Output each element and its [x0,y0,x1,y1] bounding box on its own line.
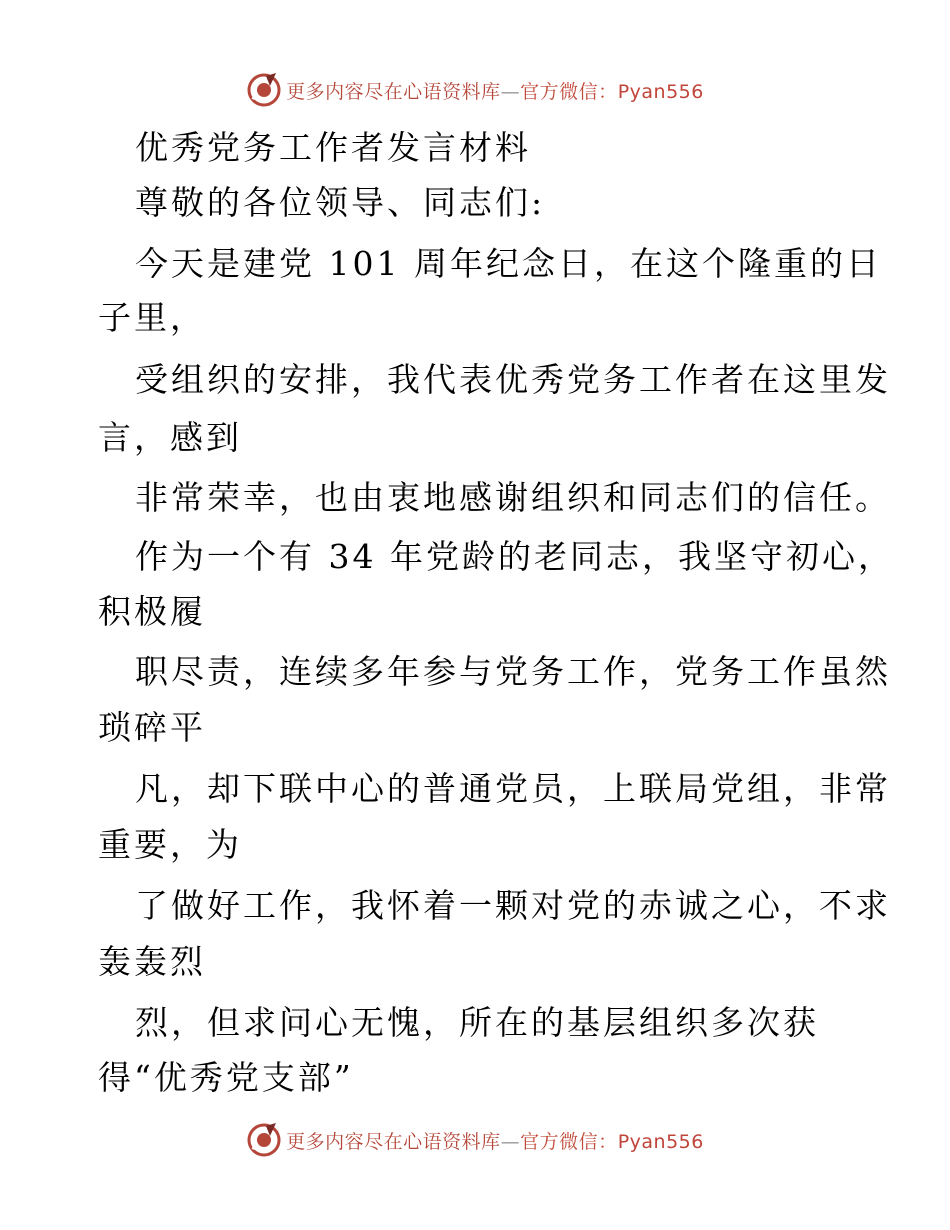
footer-watermark-banner [0,1120,950,1160]
doc-line: 作为一个有 34 年党龄的老同志，我坚守初心， [135,537,894,576]
doc-line: 子里， [98,298,206,337]
banner-wechat-label: 官方微信： [520,80,618,103]
banner-dash: — [500,1130,521,1153]
doc-line: 凡，却下联中心的普通党员，上联局党组，非常 [135,769,891,808]
doc-line: 言，感到 [98,418,242,457]
doc-line: 今天是建党 101 周年纪念日，在这个隆重的日 [135,244,882,283]
banner-main-text: 更多内容尽在心语资料库 [286,1130,501,1153]
doc-line: 积极履 [98,592,206,631]
doc-line: 了做好工作，我怀着一颗对党的赤诚之心，不求 [135,886,891,925]
doc-line: 重要，为 [98,825,242,864]
banner-wechat-label: 官方微信： [520,1130,618,1153]
brand-logo-icon [246,72,282,108]
doc-line: 轰轰烈 [98,942,206,981]
banner-wechat-id: Pyan556 [617,1130,704,1153]
banner-main-text: 更多内容尽在心语资料库 [286,80,501,103]
doc-line: 烈，但求问心无愧，所在的基层组织多次获 [135,1003,819,1042]
header-watermark-banner [0,70,950,110]
brand-logo-icon [246,1122,282,1158]
doc-line: 琐碎平 [98,708,206,747]
doc-line: 非常荣幸，也由衷地感谢组织和同志们的信任。 [135,478,891,517]
doc-salutation: 尊敬的各位领导、同志们: [135,183,546,222]
doc-line: 得“优秀党支部” [98,1058,354,1097]
banner-dash: — [500,80,521,103]
doc-title: 优秀党务工作者发言材料 [135,128,531,167]
banner-wechat-id: Pyan556 [617,80,704,103]
doc-line: 职尽责，连续多年参与党务工作，党务工作虽然 [135,652,891,691]
doc-line: 受组织的安排，我代表优秀党务工作者在这里发 [135,360,891,399]
